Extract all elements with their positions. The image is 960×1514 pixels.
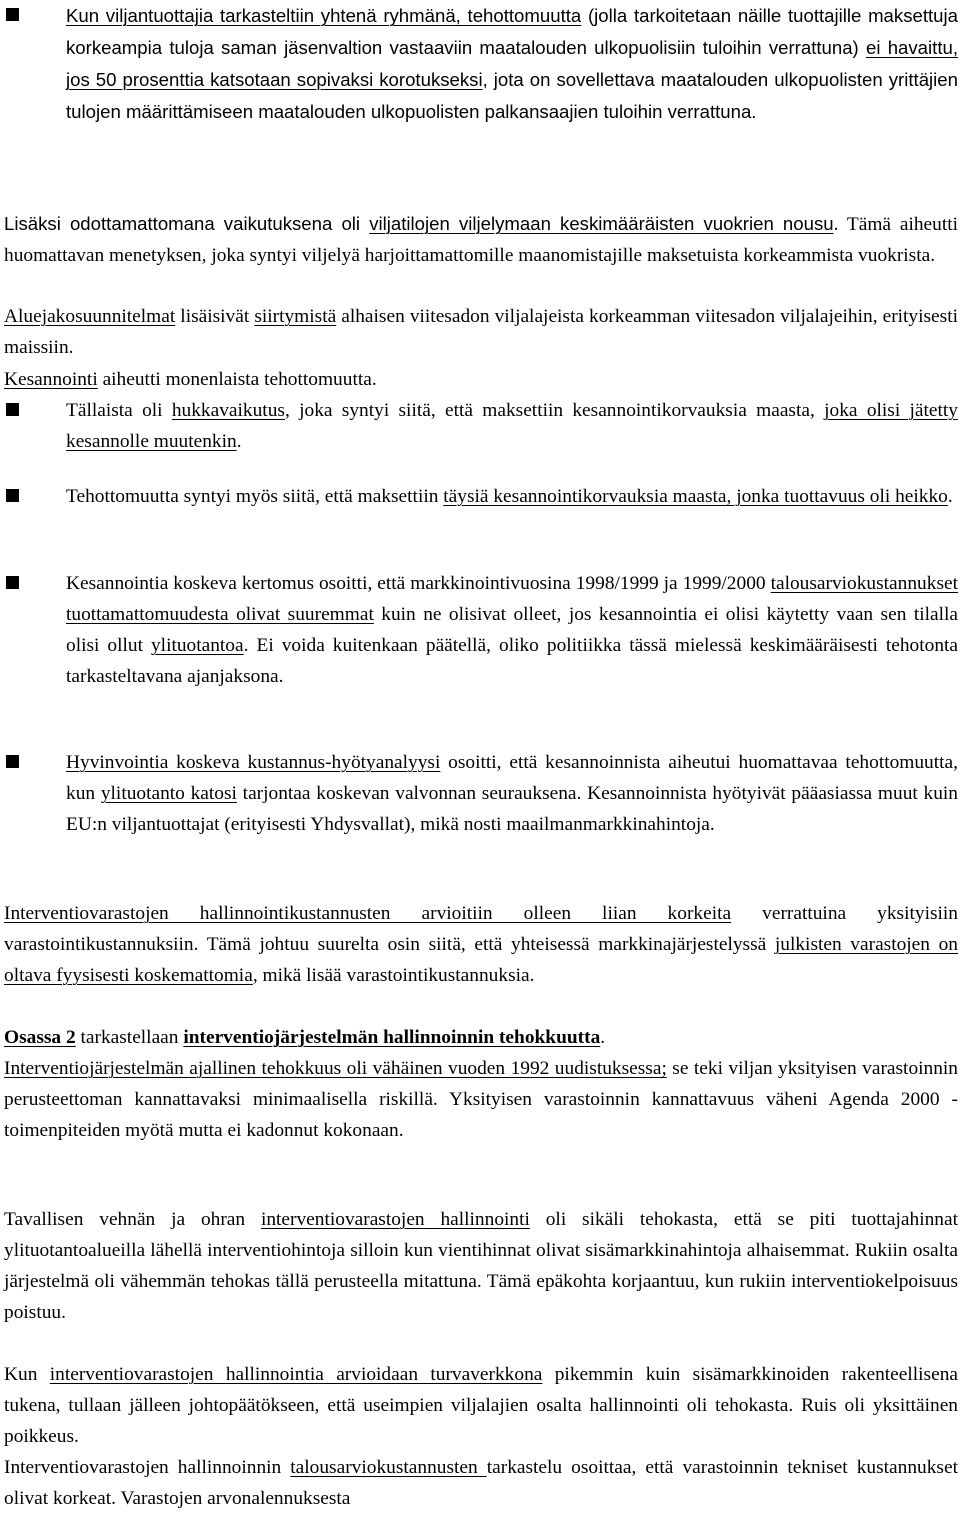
text-run: (jolla tarkoitetaan näille tuottajille maksettuja korkeampia tuloja saman jäsenvaltion vastaaviin maatalouden ulkopuolisiin tuloihin verrattuna): [66, 5, 958, 58]
bullet-square-icon: [6, 8, 19, 21]
bold-text: Osassa 2: [4, 1027, 76, 1048]
text-run: Kun: [4, 1364, 50, 1385]
text-run: .: [947, 486, 953, 507]
text-run: Tavallisen vehnän ja ohran: [4, 1209, 261, 1230]
paragraph-cost-benefit: [66, 747, 958, 840]
paragraph-technical-costs: [4, 1452, 958, 1514]
text-run: , joka syntyi siitä, että maksettiin kesannointikorvauksia maasta,: [284, 400, 825, 421]
underlined-text-run: hukkavaikutus: [171, 400, 285, 421]
text-run: verrattuina yksityisiin varastointikustannuksiin. Tämä johtuu suurelta osin siitä, että yhteisessä markkinajärjestelyssä: [4, 903, 958, 955]
underlined-text-run: täysiä kesannointikorvauksia maasta, jonka tuottavuus oli heikko: [443, 486, 948, 507]
text-run: oli sikäli tehokasta, että se piti tuottajahinnat ylituotantoalueilla lähellä interventiohintoja silloin kun vientihinnat olivat sisämarkkinahintoja alhaisemmat. Rukiin osalta järjestelmä oli vähemmän tehokas tällä perusteella mitattuna. Tämä epäkohta korjaantuu, kun rukiin interventiokelpoisuus poistuu.: [4, 1209, 958, 1323]
paragraph-intervention-storage-costs: [4, 898, 958, 991]
paragraph-temporal-efficiency: [4, 1053, 958, 1146]
paragraph-budget-costs: [66, 568, 958, 692]
underlined-text-run: ei havaittu, jos 50 prosenttia katsotaan sopivaksi korotukseksi: [66, 37, 958, 90]
bullet-square-icon: [6, 489, 19, 502]
underlined-text-run: Aluejakosuunnitelmat: [4, 306, 176, 327]
underlined-text-run: julkisten varastojen on oltava fyysisesti koskemattomia: [4, 934, 959, 986]
underlined-text-run: [183, 1027, 600, 1048]
paragraph-part-2-heading: [4, 1022, 958, 1053]
text-run: Interventiovarastojen hallinnoinnin: [4, 1457, 291, 1478]
underlined-text-run: interventiovarastojen hallinnointi: [260, 1209, 530, 1230]
paragraph-efficiency-grain-producers: [66, 0, 958, 128]
text-run: aiheutti monenlaista tehottomuutta.: [97, 369, 377, 390]
underlined-text-run: ylituotanto katosi: [100, 783, 237, 804]
text-run: Lisäksi odottamattomana vaikutuksena oli: [4, 213, 370, 234]
bold-text: interventiojärjestelmän hallinnoinnin tehokkuutta: [183, 1027, 601, 1048]
text-run: Kesannointia koskeva kertomus osoitti, että markkinointivuosina 1998/1999 ja 1999/2000: [66, 573, 771, 594]
text-run: . Ei voida kuitenkaan päätellä, oliko politiikka tässä mielessä keskimääräisesti tehotonta tarkasteltavana ajanjaksona.: [66, 635, 959, 687]
underlined-text-run: Hyvinvointia koskeva kustannus-hyötyanalyysi: [66, 752, 441, 773]
text-run: .: [236, 431, 242, 452]
underlined-text-run: talousarviokustannusten: [290, 1457, 487, 1478]
underlined-text-run: Kesannointi: [4, 369, 98, 390]
text-run: osoitti, että kesannoinnista aiheutui huomattavaa tehottomuutta, kun: [66, 752, 958, 804]
text-run: se teki viljan yksityisen varastoinnin perusteettoman kannattavaksi minimaalisella riskillä. Yksityisen varastoinnin kannattavuus väheni Agenda 2000 -toimenpiteiden myötä mutta ei kadonnut kokonaan.: [4, 1058, 959, 1141]
bullet-square-icon: [6, 403, 19, 416]
underlined-text-run: interventiovarastojen hallinnointia arvioidaan turvaverkkona: [49, 1364, 543, 1385]
text-run: tarkastelu osoittaa, että varastoinnin tekniset kustannukset olivat korkeat. Varastojen arvonalennuksesta: [4, 1457, 958, 1509]
underlined-text-run: Kun viljantuottajia tarkasteltiin yhtenä ryhmänä, tehottomuutta: [66, 5, 582, 26]
paragraph-wheat-barley-management: [4, 1204, 958, 1328]
text-run: alhaisen viitesadon viljalajeista korkeamman viitesadon viljalajeihin, erityisesti maissiin.: [4, 306, 958, 358]
underlined-text-run: viljatilojen viljelymaan keskimääräisten vuokrien nousu: [369, 213, 834, 234]
underlined-text-run: talousarviokustannukset tuottamattomuudesta olivat suuremmat: [66, 573, 958, 625]
paragraph-rent-increase: [4, 208, 958, 271]
text-run: lisäisivät: [175, 306, 255, 327]
text-run: kuin ne olisivat olleet, jos kesannointia ei olisi käytetty vaan sen tilalla olisi ollut: [66, 604, 958, 656]
text-run: , jota on sovellettava maatalouden ulkopuolisten yrittäjien tulojen määrittämiseen maatalouden ulkopuolisten palkansaajien tuloihin verrattuna.: [66, 69, 958, 122]
text-run: . Tämä aiheutti huomattavan menetyksen, joka syntyi viljelyä harjoittamattomille maanomistajille maksetuista korkeammista vuokrista.: [4, 214, 959, 266]
text-run: pikemmin kuin sisämarkkinoiden rakenteellisena tukena, tullaan jälleen johtopäätökseen, että useimpien viljalajien osalta hallinnointi oli tehokasta. Ruis oli yksittäinen poikkeus.: [4, 1364, 958, 1447]
paragraph-set-aside-intro: [4, 364, 958, 395]
paragraph-deadweight-effect: [66, 395, 958, 457]
text-run: Tällaista oli: [66, 400, 172, 421]
text-run: , mikä lisää varastointikustannuksia.: [252, 965, 535, 986]
text-run: Tehottomuutta syntyi myös siitä, että maksettiin: [66, 486, 444, 507]
underlined-text-run: Interventiovarastojen hallinnointikustannusten arvioitiin olleen liian korkeita: [4, 903, 732, 924]
bullet-square-icon: [6, 755, 19, 768]
paragraph-low-productivity-land: [66, 481, 958, 512]
text-run: .: [600, 1027, 606, 1048]
underlined-text-run: Interventiojärjestelmän ajallinen tehokkuus oli vähäinen vuoden 1992 uudistuksessa;: [4, 1058, 667, 1079]
underlined-text-run: siirtymistä: [254, 306, 337, 327]
text-run: tarjontaa koskevan valvonnan seurauksena. Kesannoinnista hyötyivät pääasiassa muut kuin EU:n viljantuottajat (erityisesti Yhdysvallat), mikä nosti maailmanmarkkinahintoja.: [66, 783, 958, 835]
underlined-text-run: joka olisi jätetty kesannolle muutenkin: [66, 400, 958, 452]
underlined-text-run: [4, 1027, 76, 1048]
underlined-text-run: ylituotantoa: [150, 635, 244, 656]
paragraph-regionalisation: [4, 301, 958, 363]
bullet-square-icon: [6, 576, 19, 589]
paragraph-safety-net: [4, 1359, 958, 1452]
text-run: tarkastellaan: [75, 1027, 184, 1048]
